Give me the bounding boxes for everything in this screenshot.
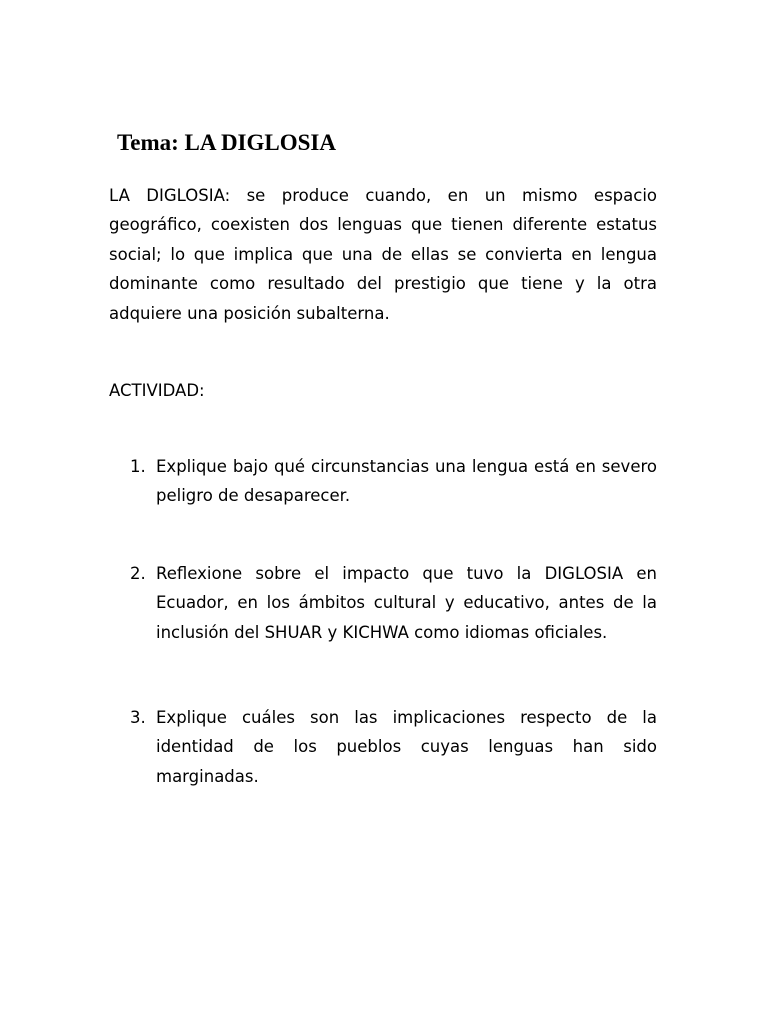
- list-item-number: 3.: [130, 708, 146, 727]
- page-title: Tema: LA DIGLOSIA: [117, 130, 336, 155]
- list-item-number: 1.: [130, 457, 146, 476]
- list-item-number: 2.: [130, 564, 146, 583]
- intro-paragraph: LA DIGLOSIA: se produce cuando, en un mismo espacio geográfico, coexisten dos lenguas que tienen diferente estatus social; lo que implica que una de ellas se convierta en lengua dominante como resultado del prestigio que tiene y la otra adquiere una posición subalterna.: [109, 186, 657, 323]
- activity-heading: ACTIVIDAD:: [109, 381, 205, 400]
- list-item-text: Reflexione sobre el impacto que tuvo la DIGLOSIA en Ecuador, en los ámbitos cultural y educativo, antes de la inclusión del SHUAR y KICHWA como idiomas oficiales.: [156, 564, 657, 642]
- list-item-text: Explique cuáles son las implicaciones respecto de la identidad de los pueblos cuyas lenguas han sido marginadas.: [156, 708, 657, 786]
- list-item-text: Explique bajo qué circunstancias una lengua está en severo peligro de desaparecer.: [156, 457, 657, 506]
